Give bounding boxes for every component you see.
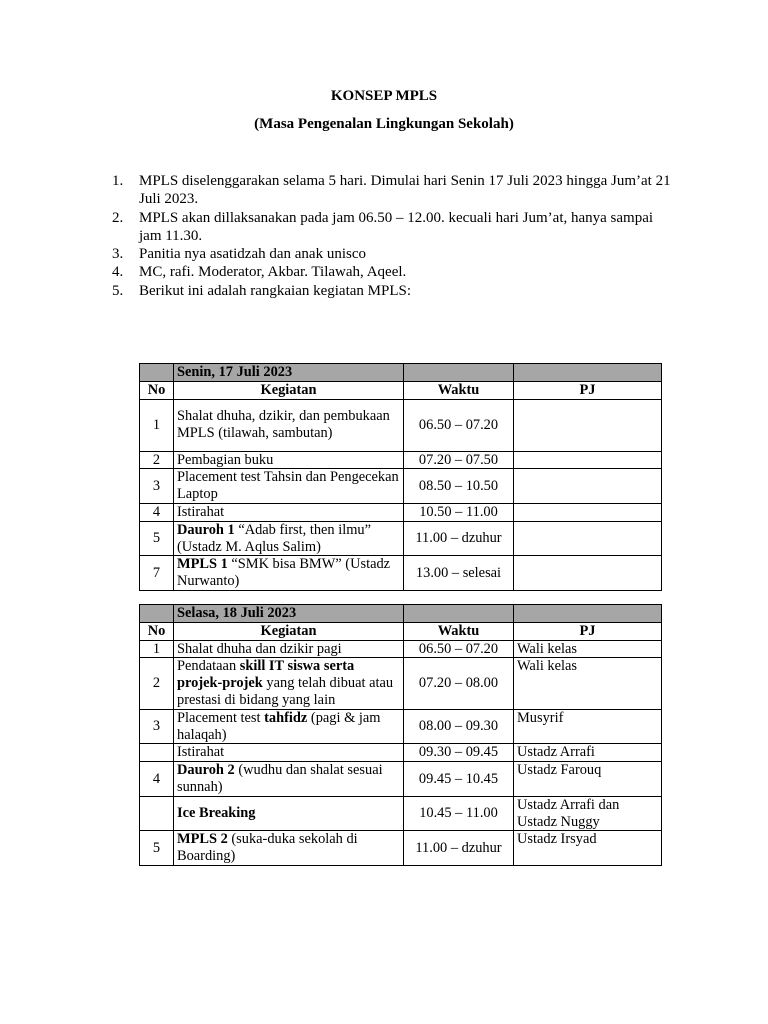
activity-text: “Adab first, then ilmu” (Ustadz M. Aqlus Salim) — [177, 521, 371, 555]
activity-text: Placement test — [177, 709, 265, 726]
list-number: 2. — [112, 209, 124, 226]
cell-no: 4 — [140, 762, 174, 797]
cell-pj: Ustadz Arrafi dan Ustadz Nuggy — [514, 796, 662, 831]
document-subtitle: (Masa Pengenalan Lingkungan Sekolah) — [254, 116, 514, 132]
activity-title: Ice Breaking — [177, 805, 256, 822]
table-row — [140, 831, 662, 866]
cell-kegiatan — [174, 399, 404, 451]
cell-no: 3 — [140, 709, 174, 744]
table-row — [140, 503, 662, 521]
cell-no: 2 — [140, 658, 174, 709]
cell-kegiatan — [174, 744, 404, 762]
table-row — [140, 744, 662, 762]
list-number: 3. — [112, 246, 124, 263]
day-header-blank — [140, 605, 174, 623]
activity-text: “SMK bisa BMW” (Ustadz Nurwanto) — [177, 556, 391, 590]
cell-waktu: 11.00 – dzuhur — [404, 521, 514, 556]
cell-kegiatan — [174, 469, 404, 504]
table-row — [140, 640, 662, 658]
table-row — [140, 556, 662, 591]
header-pj: PJ — [514, 622, 662, 640]
day-header-row — [140, 605, 662, 623]
cell-no: 5 — [140, 521, 174, 556]
day-header-blank — [140, 364, 174, 382]
table-row — [140, 451, 662, 469]
day-label: Selasa, 18 Juli 2023 — [174, 605, 404, 623]
activity-text: yang telah dibuat atau prestasi di bidang yang lain — [177, 675, 394, 708]
cell-kegiatan — [174, 762, 404, 797]
activity-title: MPLS 1 — [177, 556, 228, 573]
cell-no — [140, 744, 174, 762]
cell-waktu: 08.50 – 10.50 — [404, 469, 514, 504]
header-kegiatan: Kegiatan — [174, 381, 404, 399]
activity-title: skill IT siswa serta projek-projek — [177, 658, 355, 692]
list-text: MPLS diselenggarakan selama 5 hari. Dimulai hari Senin 17 Juli 2023 hingga Jum’at 21 Juli 2023. — [139, 173, 671, 208]
list-number: 4. — [112, 264, 124, 281]
activity-title: Dauroh 2 — [177, 762, 235, 779]
cell-waktu: 07.20 – 08.00 — [404, 658, 514, 709]
activity-text: Shalat dhuha dan dzikir pagi — [177, 640, 342, 657]
cell-pj — [514, 521, 662, 556]
cell-kegiatan — [174, 503, 404, 521]
cell-no: 7 — [140, 556, 174, 591]
activity-title: Dauroh 1 — [177, 521, 235, 538]
table-row — [140, 709, 662, 744]
cell-pj — [514, 503, 662, 521]
cell-kegiatan — [174, 658, 404, 709]
day-label: Senin, 17 Juli 2023 — [174, 364, 404, 382]
header-kegiatan: Kegiatan — [174, 622, 404, 640]
cell-waktu: 06.50 – 07.20 — [404, 640, 514, 658]
header-waktu: Waktu — [404, 622, 514, 640]
list-item — [112, 172, 672, 209]
table-row — [140, 469, 662, 504]
list-text: Berikut ini adalah rangkaian kegiatan MPLS: — [139, 282, 412, 299]
list-item — [112, 282, 672, 300]
day-header-blank — [514, 605, 662, 623]
numbered-list — [112, 172, 672, 300]
header-waktu: Waktu — [404, 381, 514, 399]
cell-pj: Ustadz Farouq — [514, 762, 662, 797]
day-header-blank — [404, 364, 514, 382]
cell-pj: Musyrif — [514, 709, 662, 744]
schedule-table-selasa — [139, 604, 662, 866]
cell-no — [140, 796, 174, 831]
day-header-blank — [404, 605, 514, 623]
cell-pj: Ustadz Arrafi — [514, 744, 662, 762]
cell-pj: Ustadz Irsyad — [514, 831, 662, 866]
cell-waktu: 08.00 – 09.30 — [404, 709, 514, 744]
activity-text: Placement test Tahsin dan Pengecekan Laptop — [177, 469, 399, 503]
activity-text: Pembagian buku — [177, 451, 274, 468]
column-header-row — [140, 622, 662, 640]
list-item — [112, 263, 672, 281]
cell-kegiatan — [174, 451, 404, 469]
cell-waktu: 06.50 – 07.20 — [404, 399, 514, 451]
cell-no: 2 — [140, 451, 174, 469]
cell-no: 1 — [140, 399, 174, 451]
cell-kegiatan — [174, 521, 404, 556]
list-number: 1. — [112, 173, 124, 189]
cell-no: 1 — [140, 640, 174, 658]
cell-waktu: 09.30 – 09.45 — [404, 744, 514, 762]
cell-waktu: 11.00 – dzuhur — [404, 831, 514, 866]
list-text: MC, rafi. Moderator, Akbar. Tilawah, Aqeel. — [139, 264, 407, 281]
header-pj: PJ — [514, 381, 662, 399]
header-no: No — [140, 622, 174, 640]
table-row — [140, 796, 662, 831]
list-item — [112, 209, 672, 246]
cell-pj — [514, 451, 662, 469]
activity-title: tahfidz — [264, 709, 308, 726]
cell-waktu: 13.00 – selesai — [404, 556, 514, 591]
activity-text: (wudhu dan shalat sesuai sunnah) — [177, 762, 383, 795]
activity-text: (pagi & jam halaqah) — [177, 709, 381, 743]
cell-waktu: 07.20 – 07.50 — [404, 451, 514, 469]
activity-title: MPLS 2 — [177, 831, 228, 848]
table-row — [140, 762, 662, 797]
cell-no: 5 — [140, 831, 174, 866]
cell-kegiatan — [174, 556, 404, 591]
document-title: KONSEP MPLS — [330, 88, 438, 104]
activity-text: Istirahat — [177, 744, 225, 761]
cell-pj: Wali kelas — [514, 658, 662, 709]
cell-no: 3 — [140, 469, 174, 504]
list-text: Panitia nya asatidzah dan anak unisco — [139, 246, 367, 263]
cell-waktu: 10.50 – 11.00 — [404, 503, 514, 521]
cell-pj — [514, 556, 662, 591]
table-row — [140, 658, 662, 709]
cell-pj: Wali kelas — [514, 640, 662, 658]
cell-kegiatan — [174, 831, 404, 866]
cell-waktu: 10.45 – 11.00 — [404, 796, 514, 831]
header-no: No — [140, 381, 174, 399]
schedule-table-senin — [139, 363, 662, 591]
cell-pj — [514, 399, 662, 451]
activity-text: (suka-duka sekolah di Boarding) — [177, 831, 358, 865]
cell-kegiatan — [174, 640, 404, 658]
list-text: MPLS akan dillaksanakan pada jam 06.50 – 12.00. kecuali hari Jum’at, hanya sampai jam 11.30. — [139, 209, 654, 244]
table-row — [140, 399, 662, 451]
cell-pj — [514, 469, 662, 504]
activity-text: Shalat dhuha, dzikir, dan pembukaan MPLS (tilawah, sambutan) — [177, 408, 390, 442]
activity-text: Pendataan — [177, 658, 240, 675]
cell-waktu: 09.45 – 10.45 — [404, 762, 514, 797]
day-header-row — [140, 364, 662, 382]
cell-kegiatan — [174, 796, 404, 831]
list-number: 5. — [112, 282, 124, 299]
table-row — [140, 521, 662, 556]
cell-no: 4 — [140, 503, 174, 521]
day-header-blank — [514, 364, 662, 382]
cell-kegiatan — [174, 709, 404, 744]
activity-text: Istirahat — [177, 503, 225, 520]
column-header-row — [140, 381, 662, 399]
list-item — [112, 245, 672, 263]
